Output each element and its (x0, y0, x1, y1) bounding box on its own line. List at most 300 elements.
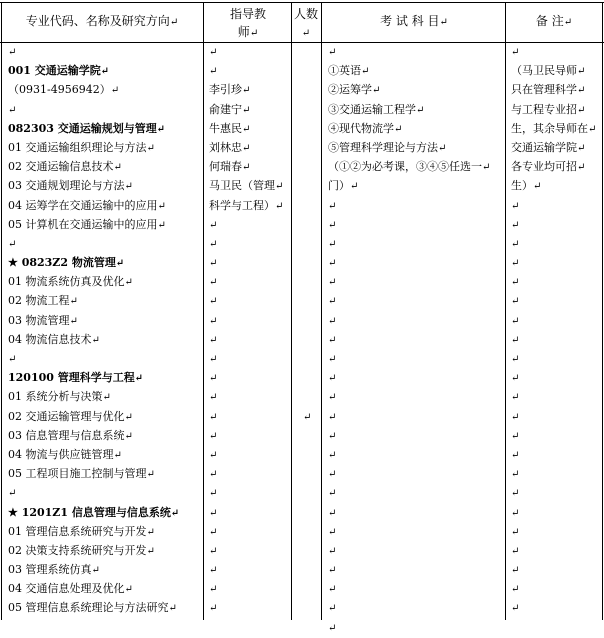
major-line (8, 157, 202, 176)
advisor-line (209, 234, 291, 253)
remark-line (511, 560, 601, 579)
exam-line (328, 42, 504, 61)
quota-list (303, 42, 319, 445)
exam-line (328, 234, 504, 253)
advisor-line-text: 何瑞春 (209, 160, 242, 174)
remark-line (511, 426, 601, 445)
major-line (8, 291, 202, 310)
exam-line (328, 100, 504, 119)
major-line (8, 234, 202, 253)
remark-line (511, 272, 601, 291)
paragraph-mark-icon: ↵ (209, 565, 218, 577)
paragraph-mark-icon: ↵ (242, 162, 251, 174)
remarks-list (511, 42, 601, 618)
exam-line-text: ②运筹学 (328, 83, 372, 97)
major-line (8, 311, 202, 330)
paragraph-mark-icon: ↵ (328, 373, 337, 385)
major-line-text: 082303 交通运输规划与管理 (8, 121, 157, 135)
paragraph-mark-icon: ↵ (328, 277, 337, 289)
exam-line (328, 579, 504, 598)
major-line-text: 01 物流系统仿真及优化 (8, 275, 125, 289)
quota-line (303, 407, 319, 426)
advisor-line (209, 503, 291, 522)
header-exam-subjects: 考 试 科 目↵ (380, 14, 448, 28)
paragraph-mark-icon: ↵ (511, 584, 520, 596)
paragraph-mark-icon: ↵ (209, 373, 218, 385)
paragraph-mark-icon: ↵ (134, 373, 144, 385)
remark-line (511, 579, 601, 598)
paragraph-mark-icon: ↵ (482, 162, 491, 174)
exam-line (328, 464, 504, 483)
exam-line (328, 368, 504, 387)
paragraph-mark-icon: ↵ (242, 104, 251, 116)
paragraph-mark-icon: ↵ (511, 411, 520, 423)
paragraph-mark-icon: ↵ (157, 200, 166, 212)
paragraph-mark-icon: ↵ (242, 85, 251, 97)
paragraph-mark-icon: ↵ (328, 238, 337, 250)
major-line-text: ★ 1201Z1 信息管理与信息系统 (8, 505, 171, 519)
major-list (8, 42, 202, 618)
exam-line (328, 618, 504, 637)
paragraph-mark-icon: ↵ (209, 430, 218, 442)
major-line (8, 464, 202, 483)
exam-line (328, 483, 504, 502)
remark-line (511, 157, 601, 176)
major-line-text: 01 系统分析与决策 (8, 390, 103, 404)
paragraph-mark-icon: ↵ (209, 507, 218, 519)
paragraph-mark-icon: ↵ (328, 488, 337, 500)
paragraph-mark-icon: ↵ (511, 200, 520, 212)
advisor-line (209, 272, 291, 291)
major-line (8, 42, 202, 61)
remark-line (511, 234, 601, 253)
paragraph-mark-icon: ↵ (242, 142, 251, 154)
major-line-text: 03 信息管理与信息系统 (8, 428, 125, 442)
remark-line (511, 253, 601, 272)
paragraph-mark-icon: ↵ (328, 315, 337, 327)
paragraph-mark-icon: ↵ (124, 584, 133, 596)
paragraph-mark-icon: ↵ (209, 526, 218, 538)
paragraph-mark-icon: ↵ (146, 526, 155, 538)
advisor-line (209, 157, 291, 176)
advisor-line-text: 牛惠民 (209, 121, 242, 135)
major-line (8, 522, 202, 541)
paragraph-mark-icon: ↵ (8, 488, 17, 500)
remark-line (511, 176, 601, 195)
major-line (8, 598, 202, 617)
remark-line-text: 生，其余导师在 (511, 121, 588, 135)
paragraph-mark-icon: ↵ (303, 411, 312, 423)
paragraph-mark-icon: ↵ (157, 219, 166, 231)
paragraph-mark-icon: ↵ (577, 162, 586, 174)
remark-line (511, 215, 601, 234)
remark-line (511, 349, 601, 368)
remark-line (511, 522, 601, 541)
paragraph-mark-icon: ↵ (361, 66, 370, 78)
paragraph-mark-icon: ↵ (209, 315, 218, 327)
paragraph-mark-icon: ↵ (588, 123, 597, 135)
paragraph-mark-icon: ↵ (328, 449, 337, 461)
paragraph-mark-icon: ↵ (328, 603, 337, 615)
advisor-line (209, 330, 291, 349)
major-line (8, 541, 202, 560)
remark-line (511, 503, 601, 522)
advisor-line (209, 100, 291, 119)
remark-line-text: 生） (511, 179, 533, 193)
table-right-border (602, 2, 603, 620)
paragraph-mark-icon: ↵ (124, 181, 133, 193)
paragraph-mark-icon: ↵ (328, 411, 337, 423)
remark-line (511, 368, 601, 387)
advisor-line (209, 541, 291, 560)
paragraph-mark-icon: ↵ (209, 238, 218, 250)
paragraph-mark-icon: ↵ (328, 545, 337, 557)
paragraph-mark-icon: ↵ (91, 565, 100, 577)
advisor-line (209, 349, 291, 368)
remark-line (511, 407, 601, 426)
major-line-text: 001 交通运输学院 (8, 64, 101, 78)
major-line-text: 04 运筹学在交通运输中的应用 (8, 198, 158, 212)
exam-line (328, 541, 504, 560)
exam-line (328, 311, 504, 330)
paragraph-mark-icon: ↵ (209, 334, 218, 346)
paragraph-mark-icon: ↵ (511, 603, 520, 615)
paragraph-mark-icon: ↵ (275, 181, 284, 193)
paragraph-mark-icon: ↵ (511, 526, 520, 538)
paragraph-mark-icon: ↵ (170, 507, 180, 519)
major-line (8, 176, 202, 195)
paragraph-mark-icon: ↵ (511, 354, 520, 365)
paragraph-mark-icon: ↵ (209, 545, 218, 557)
exam-line (328, 215, 504, 234)
paragraph-mark-icon: ↵ (328, 200, 337, 212)
remark-line (511, 196, 601, 215)
paragraph-mark-icon: ↵ (110, 85, 120, 97)
exam-line (328, 560, 504, 579)
remark-line (511, 483, 601, 502)
paragraph-mark-icon: ↵ (577, 142, 586, 154)
exam-line (328, 387, 504, 406)
paragraph-mark-icon: ↵ (328, 565, 337, 577)
paragraph-mark-icon: ↵ (511, 296, 520, 308)
paragraph-mark-icon: ↵ (209, 258, 218, 270)
paragraph-mark-icon: ↵ (209, 488, 218, 500)
major-line-text: 04 交通信息处理及优化 (8, 582, 125, 596)
advisor-line (209, 196, 291, 215)
advisor-line (209, 483, 291, 502)
paragraph-mark-icon: ↵ (328, 258, 337, 270)
paragraph-mark-icon: ↵ (328, 622, 337, 634)
major-line (8, 61, 202, 80)
paragraph-mark-icon: ↵ (416, 104, 425, 116)
major-line-text: 01 交通运输组织理论与方法 (8, 140, 147, 154)
paragraph-mark-icon: ↵ (168, 603, 177, 615)
remark-line (511, 598, 601, 617)
paragraph-mark-icon: ↵ (511, 430, 520, 442)
exam-line-text: ③交通运输工程学 (328, 102, 416, 116)
paragraph-mark-icon: ↵ (328, 392, 337, 404)
paragraph-mark-icon: ↵ (577, 85, 586, 97)
advisor-line (209, 61, 291, 80)
advisor-line (209, 560, 291, 579)
major-line (8, 196, 202, 215)
remark-line-text: 交通运输学院 (511, 140, 577, 154)
exam-line (328, 598, 504, 617)
paragraph-mark-icon: ↵ (577, 66, 586, 78)
paragraph-mark-icon: ↵ (511, 507, 520, 519)
advisor-line (209, 42, 291, 61)
major-line-text: 02 物流工程 (8, 294, 70, 308)
exam-line-text: 门） (328, 179, 350, 193)
paragraph-mark-icon: ↵ (511, 47, 520, 58)
exam-line (328, 445, 504, 464)
major-line (8, 330, 202, 349)
advisor-line (209, 426, 291, 445)
exam-line (328, 503, 504, 522)
exam-line-text: ⑤管理科学理论与方法 (328, 140, 438, 154)
major-line (8, 387, 202, 406)
major-line (8, 426, 202, 445)
remark-line (511, 311, 601, 330)
paragraph-mark-icon: ↵ (209, 603, 218, 615)
paragraph-mark-icon: ↵ (8, 238, 17, 250)
paragraph-mark-icon: ↵ (209, 296, 218, 308)
major-line (8, 483, 202, 502)
major-line-text: 04 物流与供应链管理 (8, 447, 114, 461)
column-divider-1 (203, 2, 204, 620)
remark-line-text: 各专业均可招 (511, 160, 577, 174)
exam-line (328, 330, 504, 349)
advisor-line (209, 215, 291, 234)
major-line-text: 120100 管理科学与工程 (8, 371, 135, 385)
major-line (8, 272, 202, 291)
major-line (8, 368, 202, 387)
advisor-line (209, 445, 291, 464)
paragraph-mark-icon: ↵ (577, 104, 586, 116)
column-divider-3 (321, 2, 322, 620)
header-advisor: 指导教师↵ (229, 7, 266, 39)
major-line (8, 560, 202, 579)
paragraph-mark-icon: ↵ (372, 85, 381, 97)
paragraph-mark-icon: ↵ (209, 219, 218, 231)
major-line-text: 03 交通规划理论与方法 (8, 179, 125, 193)
paragraph-mark-icon: ↵ (328, 219, 337, 231)
paragraph-mark-icon: ↵ (394, 123, 403, 135)
paragraph-mark-icon: ↵ (328, 584, 337, 596)
advisor-line-text: 科学与工程） (209, 198, 275, 212)
remark-line (511, 541, 601, 560)
paragraph-mark-icon: ↵ (8, 47, 17, 58)
paragraph-mark-icon: ↵ (209, 449, 218, 461)
exam-line (328, 349, 504, 368)
advisor-line-text: 刘林忠 (209, 140, 242, 154)
exam-line-text: （①②为必考课，③④⑤任选一 (328, 160, 482, 174)
major-line-text: （0931-4956942） (8, 83, 111, 97)
paragraph-mark-icon: ↵ (511, 545, 520, 557)
advisor-line (209, 253, 291, 272)
remark-line (511, 119, 601, 138)
major-line-text: 02 决策支持系统研究与开发 (8, 543, 147, 557)
remark-line-text: 只在管理科学 (511, 83, 577, 97)
paragraph-mark-icon: ↵ (124, 411, 133, 423)
exam-line (328, 176, 504, 195)
major-line (8, 349, 202, 368)
paragraph-mark-icon: ↵ (511, 392, 520, 404)
header-remarks: 备 注↵ (535, 14, 573, 28)
paragraph-mark-icon: ↵ (69, 315, 78, 327)
paragraph-mark-icon: ↵ (209, 411, 218, 423)
advisor-line-text: 马卫民（管理 (209, 179, 275, 193)
paragraph-mark-icon: ↵ (113, 449, 122, 461)
major-line (8, 407, 202, 426)
paragraph-mark-icon: ↵ (100, 66, 110, 78)
paragraph-mark-icon: ↵ (275, 200, 284, 212)
paragraph-mark-icon: ↵ (69, 296, 78, 308)
exam-line (328, 426, 504, 445)
advisor-line (209, 598, 291, 617)
header-major: 专业代码、名称及研究方向↵ (25, 14, 179, 28)
paragraph-mark-icon: ↵ (146, 142, 155, 154)
header-quota: 人数↵ (294, 7, 319, 39)
exam-line (328, 157, 504, 176)
major-line-text: 05 管理信息系统理论与方法研究 (8, 601, 169, 615)
advisor-line (209, 311, 291, 330)
major-line-text: 02 交通运输信息技术 (8, 160, 114, 174)
major-line (8, 215, 202, 234)
major-line (8, 119, 202, 138)
remark-line (511, 138, 601, 157)
remark-line (511, 387, 601, 406)
paragraph-mark-icon: ↵ (328, 47, 337, 58)
exam-line (328, 253, 504, 272)
exam-line-text: ①英语 (328, 64, 361, 78)
major-line (8, 138, 202, 157)
paragraph-mark-icon: ↵ (209, 66, 218, 78)
paragraph-mark-icon: ↵ (511, 238, 520, 250)
advisor-line-text: 李引珍 (209, 83, 242, 97)
paragraph-mark-icon: ↵ (511, 277, 520, 289)
major-line-text: 03 物流管理 (8, 313, 70, 327)
major-line (8, 445, 202, 464)
remark-line (511, 61, 601, 80)
exam-line (328, 522, 504, 541)
paragraph-mark-icon: ↵ (328, 507, 337, 519)
exam-line-text: ④现代物流学 (328, 121, 394, 135)
paragraph-mark-icon: ↵ (209, 392, 218, 404)
paragraph-mark-icon: ↵ (209, 469, 218, 481)
exam-line (328, 196, 504, 215)
advisor-line-text: 俞建宁 (209, 102, 242, 116)
exam-line (328, 291, 504, 310)
paragraph-mark-icon: ↵ (328, 430, 337, 442)
paragraph-mark-icon: ↵ (209, 277, 218, 289)
paragraph-mark-icon: ↵ (328, 469, 337, 481)
advisor-line (209, 138, 291, 157)
paragraph-mark-icon: ↵ (124, 277, 133, 289)
advisor-list (209, 42, 291, 618)
paragraph-mark-icon: ↵ (8, 104, 17, 116)
paragraph-mark-icon: ↵ (209, 584, 218, 596)
paragraph-mark-icon: ↵ (8, 354, 17, 365)
exam-line (328, 407, 504, 426)
paragraph-mark-icon: ↵ (328, 296, 337, 308)
paragraph-mark-icon: ↵ (511, 315, 520, 327)
major-line-text: 03 管理系统仿真 (8, 563, 92, 577)
paragraph-mark-icon: ↵ (209, 47, 218, 58)
remark-line (511, 464, 601, 483)
paragraph-mark-icon: ↵ (115, 258, 125, 270)
column-divider-2 (291, 2, 292, 620)
advisor-line (209, 291, 291, 310)
paragraph-mark-icon: ↵ (113, 162, 122, 174)
column-divider-4 (505, 2, 506, 620)
paragraph-mark-icon: ↵ (533, 181, 542, 193)
advisor-line (209, 407, 291, 426)
advisor-line (209, 368, 291, 387)
advisor-line (209, 464, 291, 483)
advisor-line (209, 80, 291, 99)
major-line-text: 01 管理信息系统研究与开发 (8, 524, 147, 538)
advisor-line (209, 119, 291, 138)
remark-line (511, 330, 601, 349)
major-line (8, 80, 202, 99)
paragraph-mark-icon: ↵ (511, 219, 520, 231)
major-line-text: 02 交通运输管理与优化 (8, 409, 125, 423)
major-line (8, 253, 202, 272)
major-line-text: 04 物流信息技术 (8, 332, 92, 346)
exam-line (328, 80, 504, 99)
remark-line-text: 与工程专业招 (511, 102, 577, 116)
paragraph-mark-icon: ↵ (328, 334, 337, 346)
paragraph-mark-icon: ↵ (102, 392, 111, 404)
major-line (8, 503, 202, 522)
exam-line (328, 138, 504, 157)
paragraph-mark-icon: ↵ (511, 469, 520, 481)
paragraph-mark-icon: ↵ (146, 545, 155, 557)
major-line (8, 579, 202, 598)
table-left-border (1, 2, 2, 620)
advisor-line (209, 579, 291, 598)
remark-line (511, 80, 601, 99)
paragraph-mark-icon: ↵ (91, 334, 100, 346)
remark-line (511, 445, 601, 464)
paragraph-mark-icon: ↵ (124, 430, 133, 442)
advisor-line (209, 522, 291, 541)
major-line-text: ★ 0823Z2 物流管理 (8, 256, 116, 270)
paragraph-mark-icon: ↵ (511, 258, 520, 270)
paragraph-mark-icon: ↵ (350, 181, 359, 193)
remark-line (511, 42, 601, 61)
exam-line (328, 61, 504, 80)
paragraph-mark-icon: ↵ (328, 354, 337, 365)
paragraph-mark-icon: ↵ (146, 469, 155, 481)
major-line-text: 05 计算机在交通运输中的应用 (8, 217, 158, 231)
paragraph-mark-icon: ↵ (511, 373, 520, 385)
major-line-text: 05 工程项目施工控制与管理 (8, 467, 147, 481)
paragraph-mark-icon: ↵ (511, 449, 520, 461)
advisor-line (209, 176, 291, 195)
paragraph-mark-icon: ↵ (511, 488, 520, 500)
paragraph-mark-icon: ↵ (438, 142, 447, 154)
paragraph-mark-icon: ↵ (511, 334, 520, 346)
paragraph-mark-icon: ↵ (209, 354, 218, 365)
table-top-border (0, 2, 604, 3)
remark-line-text: （马卫民导师 (511, 64, 577, 78)
exam-subject-list (328, 42, 504, 637)
remark-line (511, 291, 601, 310)
paragraph-mark-icon: ↵ (242, 123, 251, 135)
major-line (8, 100, 202, 119)
